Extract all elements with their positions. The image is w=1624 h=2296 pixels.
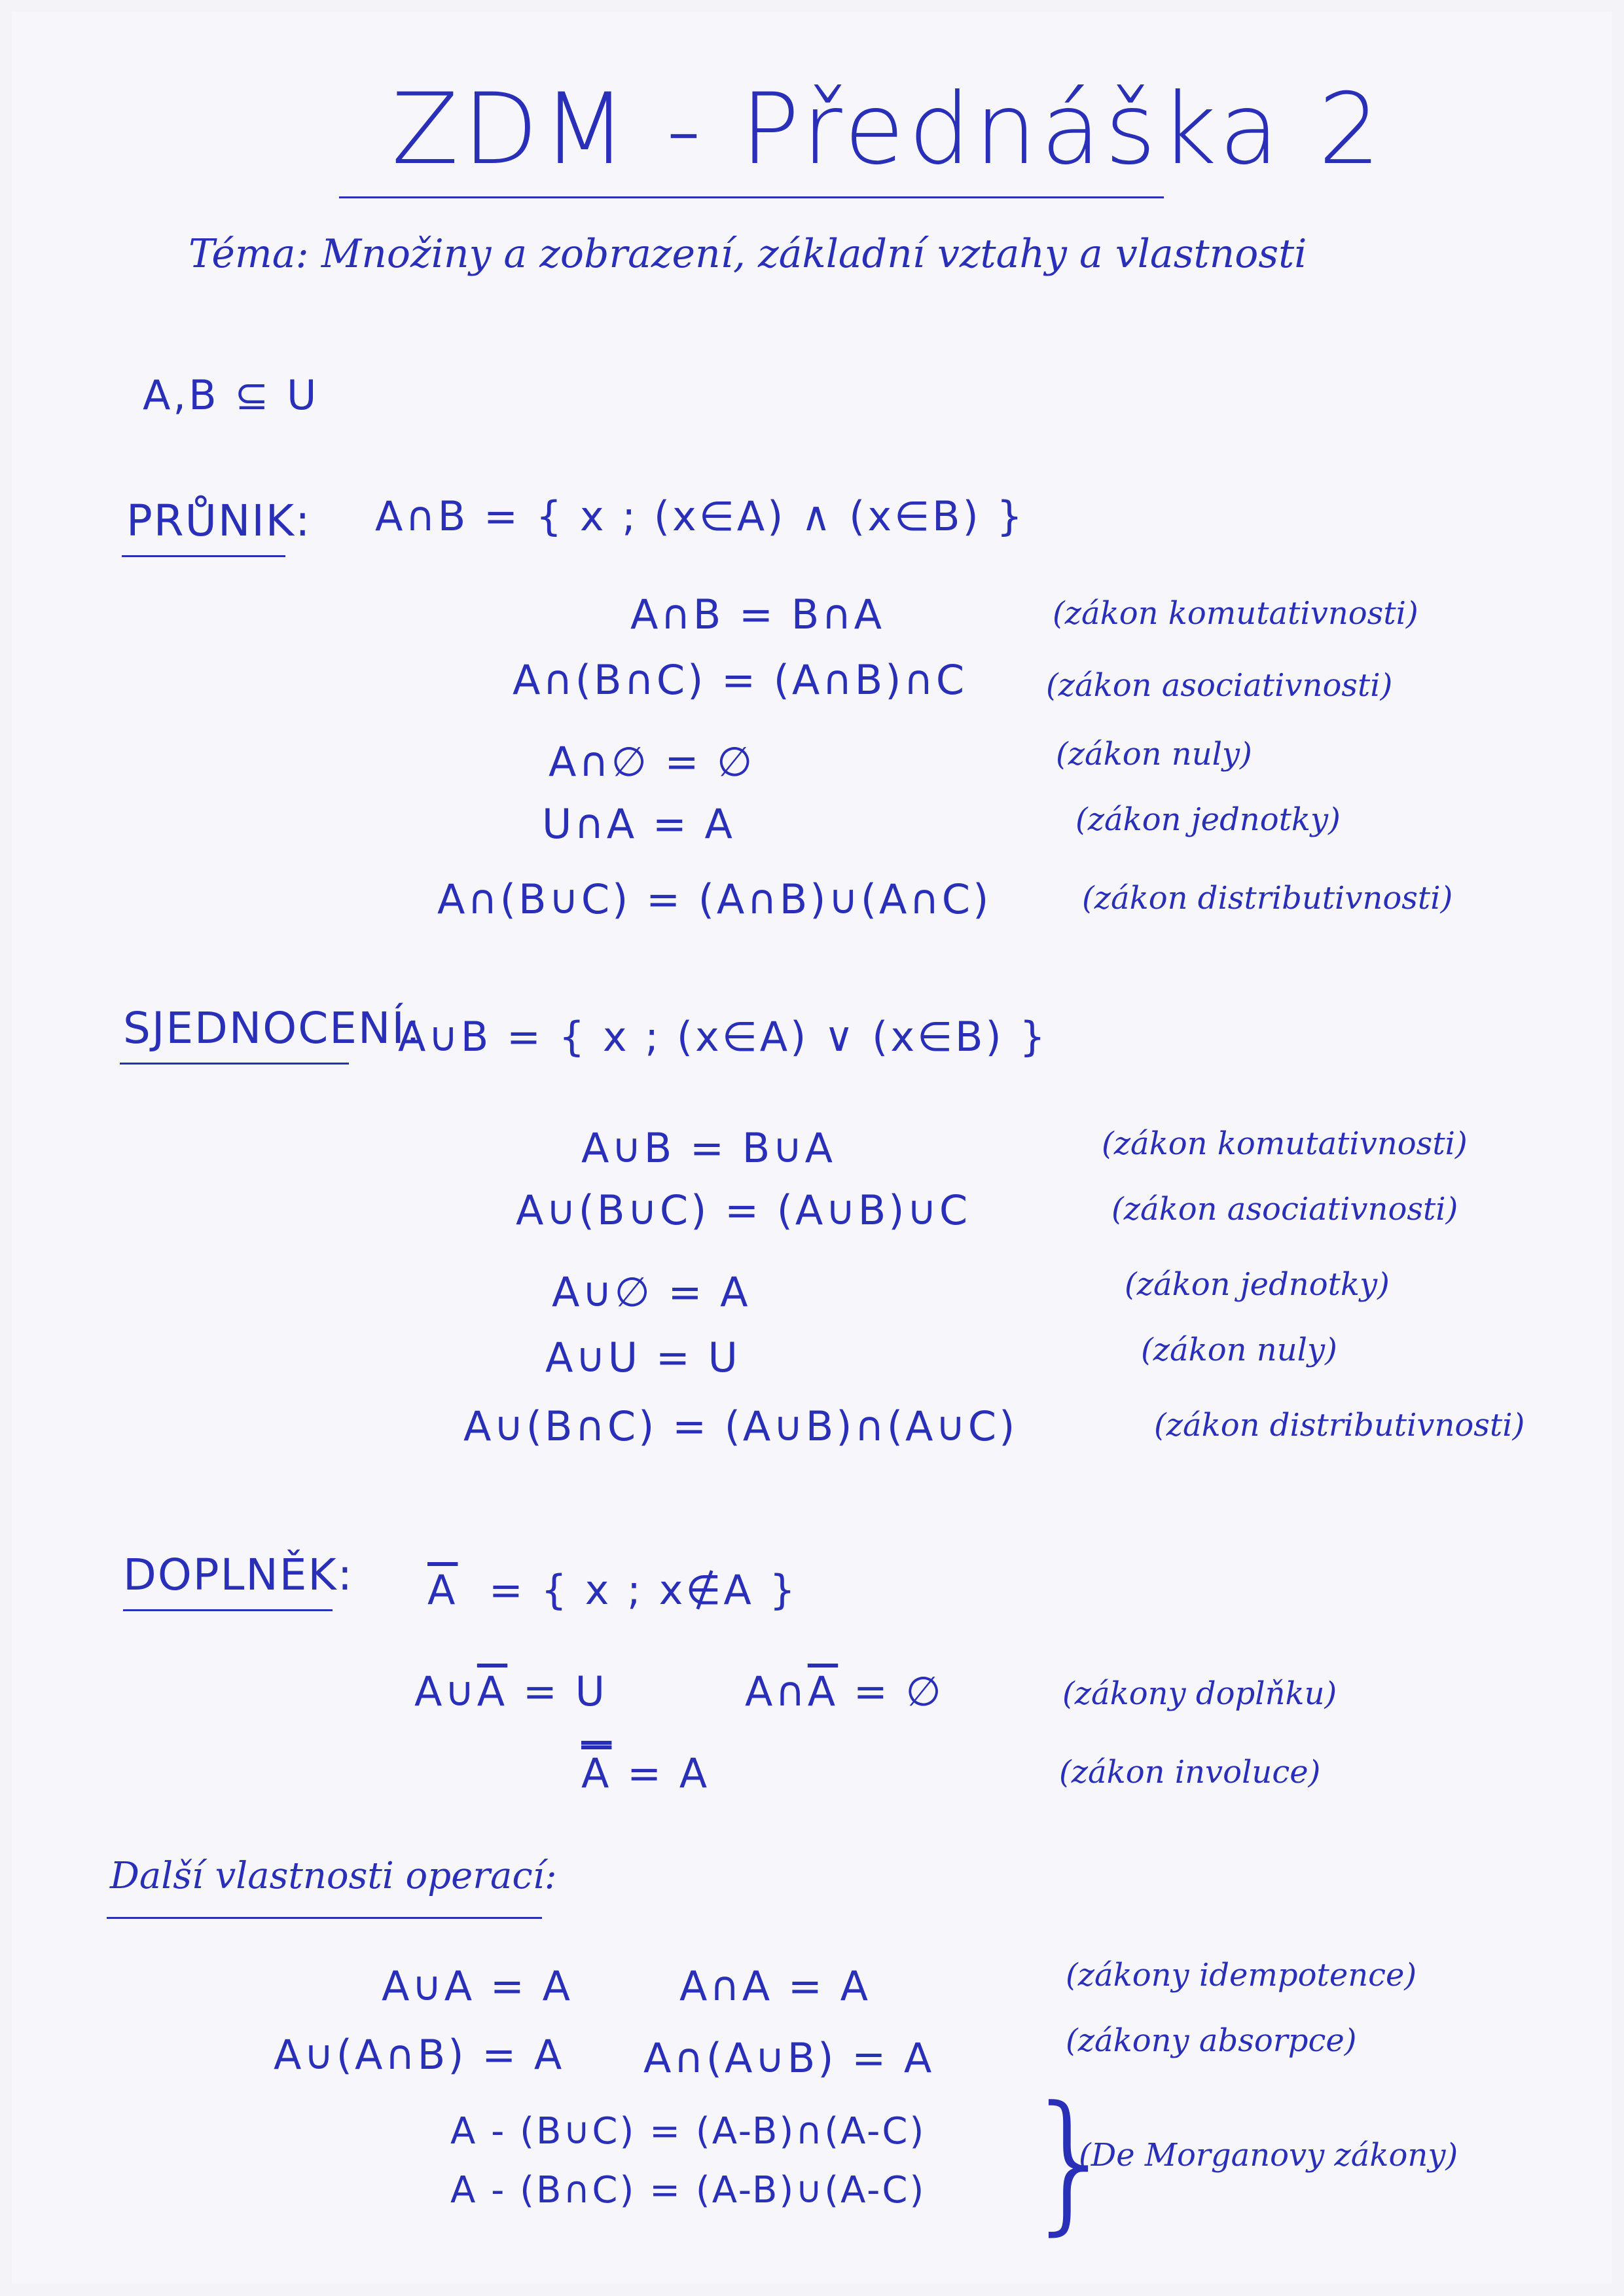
intersection-rule-law: (zákon distributivnosti) bbox=[1082, 880, 1453, 917]
other-properties-heading: Další vlastnosti operací: bbox=[110, 1855, 557, 1897]
absorption-union: A∪(A∩B) = A bbox=[274, 2031, 565, 2079]
complement-law: (zákony doplňku) bbox=[1062, 1675, 1337, 1712]
idempotence-law: (zákony idempotence) bbox=[1066, 1957, 1417, 1994]
absorption-intersection: A∩(A∪B) = A bbox=[643, 2034, 935, 2082]
intersection-rule-formula: A∩∅ = ∅ bbox=[549, 738, 755, 786]
union-heading-underline bbox=[120, 1063, 349, 1065]
topic-line: Téma: Množiny a zobrazení, základní vztahy a vlastnosti bbox=[189, 231, 1307, 277]
union-heading: SJEDNOCENÍ: bbox=[123, 1003, 422, 1053]
de-morgan-rule-1: A - (B∪C) = (A-B)∩(A-C) bbox=[450, 2110, 926, 2153]
intersection-heading: PRŮNIK: bbox=[126, 496, 312, 546]
intersection-rule-law: (zákon nuly) bbox=[1056, 736, 1252, 773]
de-morgan-rule-2: A - (B∩C) = (A-B)∪(A-C) bbox=[450, 2169, 926, 2212]
complement-heading: DOPLNĚK: bbox=[123, 1550, 353, 1600]
intersection-rule-law: (zákon komutativnosti) bbox=[1053, 595, 1418, 632]
union-rule-law: (zákon nuly) bbox=[1141, 1332, 1337, 1368]
idempotence-intersection: A∩A = A bbox=[679, 1962, 871, 2010]
union-rule-law: (zákon jednotky) bbox=[1125, 1266, 1390, 1303]
title-underline bbox=[339, 196, 1164, 198]
other-properties-underline bbox=[107, 1917, 542, 1919]
intersection-heading-underline bbox=[122, 555, 285, 557]
intersection-definition: A∩B = { x ; (x∈A) ∧ (x∈B) } bbox=[375, 492, 1025, 540]
involution-law: (zákon involuce) bbox=[1059, 1754, 1321, 1791]
union-rule-formula: A∪B = B∪A bbox=[581, 1124, 836, 1172]
complement-intersection-rule: $A\cap\overline{A}$ = ∅ bbox=[745, 1667, 944, 1715]
double-complement-symbol: A bbox=[581, 1749, 612, 1797]
union-rule-formula: A∪∅ = A bbox=[552, 1268, 751, 1316]
union-rule-formula: A∪(B∩C) = (A∪B)∩(A∪C) bbox=[463, 1402, 1018, 1450]
de-morgan-law: (De Morganovy zákony) bbox=[1079, 2137, 1458, 2174]
union-rule-law: (zákon komutativnosti) bbox=[1102, 1125, 1468, 1162]
intersection-rule-law: (zákon jednotky) bbox=[1075, 801, 1341, 838]
union-rule-formula: A∪U = U bbox=[545, 1334, 740, 1381]
involution-rule: A = A bbox=[581, 1749, 710, 1797]
union-rule-law: (zákon asociativnosti) bbox=[1111, 1191, 1458, 1228]
intersection-rule-formula: A∩(B∪C) = (A∩B)∪(A∩C) bbox=[437, 875, 992, 923]
complement-heading-underline bbox=[123, 1609, 333, 1611]
intersection-rule-formula: A∩(B∩C) = (A∩B)∩C bbox=[513, 656, 967, 704]
union-definition: A∪B = { x ; (x∈A) ∨ (x∈B) } bbox=[398, 1013, 1048, 1061]
premise: A,B ⊆ U bbox=[143, 371, 319, 419]
union-rule-law: (zákon distributivnosti) bbox=[1154, 1407, 1525, 1444]
right-brace: } bbox=[1023, 2075, 1119, 2250]
intersection-rule-formula: A∩B = B∩A bbox=[630, 591, 885, 638]
intersection-rule-formula: U∩A = A bbox=[542, 800, 735, 848]
complement-symbol: $\overline{A}$ bbox=[427, 1566, 458, 1614]
complement-definition bbox=[427, 1566, 798, 1614]
idempotence-union: A∪A = A bbox=[382, 1962, 573, 2010]
complement-union-rule: $A\cup\overline{A} = U$ bbox=[414, 1667, 607, 1715]
intersection-rule-law: (zákon asociativnosti) bbox=[1046, 667, 1393, 704]
notebook-page bbox=[12, 12, 1612, 2284]
complement-definition-body: = { x ; x∉A } bbox=[488, 1566, 798, 1614]
absorption-law: (zákony absorpce) bbox=[1066, 2022, 1357, 2059]
union-rule-formula: A∪(B∪C) = (A∪B)∪C bbox=[516, 1186, 971, 1234]
page-title: ZDM - Přednáška 2 bbox=[391, 73, 1385, 187]
